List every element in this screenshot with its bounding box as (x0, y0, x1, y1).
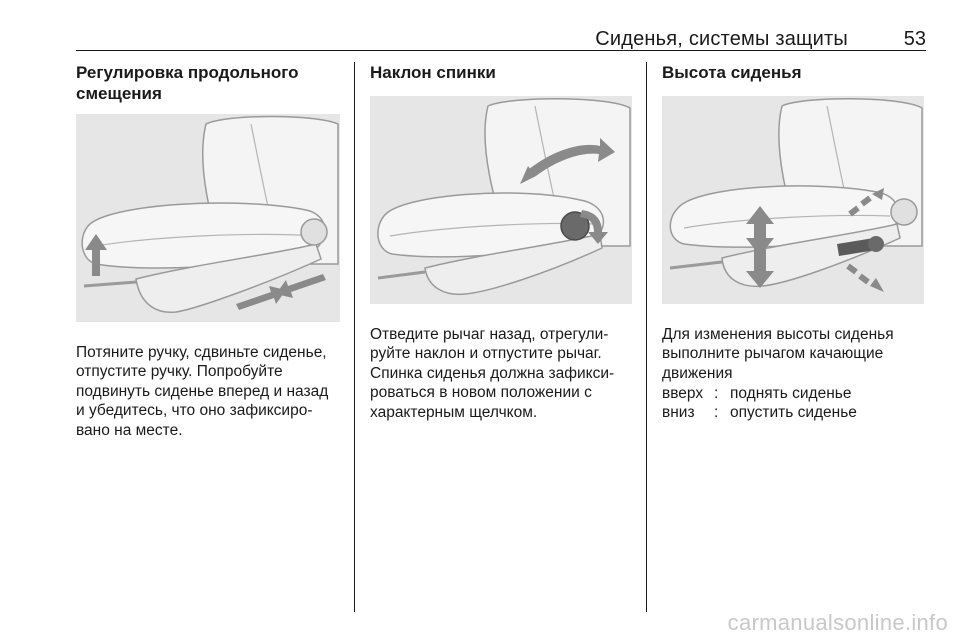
column-height (662, 62, 932, 83)
heading-line: Наклон спинки (370, 63, 496, 82)
definition-desc: опустить сиденье (730, 404, 857, 422)
body-line: Для изменения высоты сиденья (662, 326, 894, 343)
heading-recline (370, 62, 640, 83)
seat-recline-illustration (370, 96, 632, 304)
definition-separator: : (714, 385, 719, 402)
heading-line: Регулировка продольного (76, 63, 299, 82)
column-recline (370, 62, 640, 83)
heading-longitudinal (76, 62, 346, 104)
definition-term: вверх (662, 385, 704, 402)
body-line: вано на месте. (76, 421, 183, 439)
body-line: Отведите рычаг назад, отрегули- (370, 326, 609, 343)
heading-line: смещения (76, 84, 162, 103)
column-divider-1 (354, 62, 355, 612)
body-line: подвинуть сиденье вперед и назад (76, 382, 329, 400)
body-longitudinal (76, 343, 351, 440)
column-longitudinal (76, 62, 346, 104)
definition-term: вниз (662, 404, 695, 422)
body-line: движения (662, 364, 733, 382)
text-longitudinal (76, 343, 351, 440)
text-height (662, 325, 932, 383)
seat-slide-illustration (76, 114, 340, 322)
page-number: 53 (903, 28, 926, 50)
definition-desc: поднять сиденье (730, 385, 852, 402)
body-line: характерным щелчком. (370, 403, 538, 421)
page-header (76, 24, 926, 52)
body-line: Спинка сиденья должна зафикси- (370, 364, 615, 382)
heading-line: Высота сиденья (662, 63, 802, 82)
watermark: carmanualsonline.info (727, 610, 948, 635)
definition-row (662, 403, 932, 422)
seat-height-illustration (662, 96, 924, 304)
body-line: отпустите ручку. Попробуйте (76, 363, 283, 381)
body-line: Потяните ручку, сдвиньте сиденье, (76, 344, 327, 361)
text-recline (370, 325, 642, 422)
header-rule (76, 50, 926, 51)
body-line: руйте наклон и отпустите рычаг. (370, 345, 602, 363)
body-recline (370, 325, 642, 422)
definition-row (662, 384, 932, 403)
body-line: выполните рычагом качающие (662, 345, 884, 363)
heading-height (662, 62, 932, 83)
body-line: роваться в новом положении с (370, 384, 592, 402)
section-title: Сиденья, системы защиты (595, 28, 848, 50)
body-height (662, 325, 932, 383)
height-definitions (662, 384, 932, 423)
column-divider-2 (646, 62, 647, 612)
body-line: и убедитесь, что оно зафиксиро- (76, 402, 313, 420)
definition-separator: : (714, 404, 719, 422)
